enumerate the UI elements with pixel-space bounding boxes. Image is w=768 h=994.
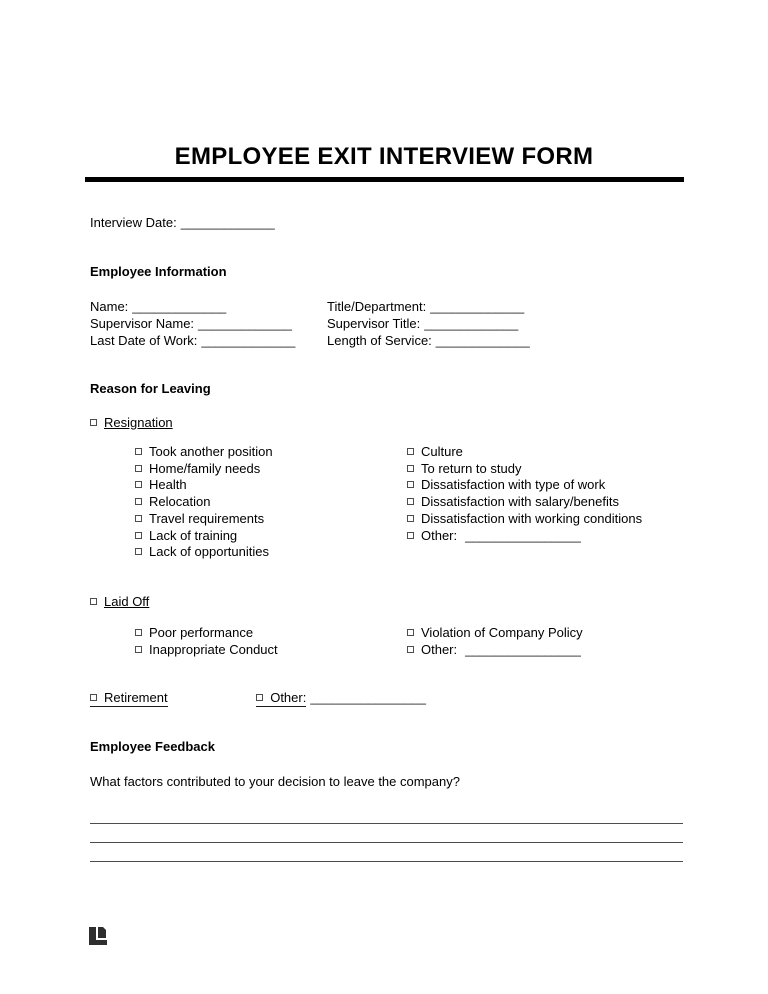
field-name-label: Name:	[90, 299, 129, 314]
laid-off-options-left	[135, 625, 407, 658]
laid-off-checkbox[interactable]	[90, 598, 97, 605]
resignation-options	[90, 444, 683, 561]
list-item	[407, 642, 683, 659]
field-length-of-service	[327, 332, 683, 349]
reason-for-leaving-heading: Reason for Leaving	[90, 381, 211, 396]
page-title: EMPLOYEE EXIT INTERVIEW FORM	[174, 143, 594, 170]
resignation-row	[90, 415, 683, 431]
checkbox-item-label: Poor performance	[149, 624, 254, 640]
employee-information-heading: Employee Information	[90, 264, 227, 279]
interview-date-blank[interactable]: _____________	[180, 215, 275, 230]
laid-off-row	[90, 594, 683, 610]
checkbox-icon[interactable]	[135, 465, 142, 472]
list-item	[135, 642, 407, 659]
field-title-department-label: Title/Department:	[327, 299, 427, 314]
list-item	[135, 625, 407, 642]
other-checkbox[interactable]	[256, 694, 263, 701]
list-item	[407, 477, 683, 494]
laid-off-options	[90, 625, 683, 658]
employee-feedback-heading: Employee Feedback	[90, 739, 215, 755]
resignation-label: Resignation	[104, 415, 173, 430]
field-last-date-of-work-blank[interactable]: _____________	[201, 333, 296, 348]
retirement-label: Retirement	[104, 690, 168, 706]
checkbox-item-label: Health	[149, 477, 187, 493]
field-supervisor-name	[90, 315, 327, 332]
resignation-options-left	[135, 444, 407, 561]
list-item	[135, 461, 407, 478]
checkbox-icon[interactable]	[407, 532, 414, 539]
field-supervisor-title-blank[interactable]: _____________	[424, 316, 519, 331]
retirement-checkbox[interactable]	[90, 694, 97, 701]
checkbox-icon[interactable]	[135, 646, 142, 653]
field-length-of-service-blank[interactable]: _____________	[435, 333, 530, 348]
field-supervisor-name-label: Supervisor Name:	[90, 316, 195, 331]
feedback-question: What factors contributed to your decision to leave the company?	[90, 774, 460, 790]
legaltemplates-logo-icon	[88, 926, 108, 946]
other-option	[256, 690, 306, 707]
other-label: Other:	[270, 690, 307, 706]
field-last-date-of-work-label: Last Date of Work:	[90, 333, 198, 348]
interview-date-row	[90, 215, 683, 231]
feedback-line[interactable]	[90, 805, 683, 824]
checkbox-icon[interactable]	[135, 448, 142, 455]
checkbox-item-label: Travel requirements	[149, 510, 265, 526]
employee-information-grid	[90, 298, 683, 349]
checkbox-icon[interactable]	[135, 498, 142, 505]
list-item	[135, 444, 407, 461]
list-item	[407, 461, 683, 478]
checkbox-item-label: Took another position	[149, 444, 273, 459]
feedback-answer-area	[90, 805, 683, 862]
list-item	[407, 528, 683, 545]
laid-off-options-right	[407, 625, 683, 658]
feedback-line[interactable]	[90, 843, 683, 862]
list-item	[135, 477, 407, 494]
checkbox-icon[interactable]	[407, 646, 414, 653]
resignation-checkbox[interactable]	[90, 419, 97, 426]
checkbox-item-label: To return to study	[421, 460, 522, 476]
checkbox-icon[interactable]	[135, 481, 142, 488]
resignation-other-blank[interactable]: ________________	[465, 527, 581, 543]
title-rule	[85, 177, 684, 182]
checkbox-item-label: Culture	[421, 444, 463, 459]
form-body	[90, 215, 683, 862]
checkbox-icon[interactable]	[407, 629, 414, 636]
checkbox-item-label: Relocation	[149, 494, 211, 510]
field-supervisor-title	[327, 315, 683, 332]
checkbox-item-label: Dissatisfaction with salary/benefits	[421, 494, 619, 510]
list-item	[135, 511, 407, 528]
laid-off-label: Laid Off	[104, 593, 150, 609]
checkbox-item-label: Dissatisfaction with working conditions	[421, 510, 643, 526]
field-title-department	[327, 298, 683, 315]
feedback-line[interactable]	[90, 824, 683, 843]
other-label: Other:	[421, 641, 458, 657]
field-supervisor-title-label: Supervisor Title:	[327, 316, 421, 331]
list-item	[407, 494, 683, 511]
list-item	[135, 544, 407, 561]
checkbox-item-label: Inappropriate Conduct	[149, 641, 278, 657]
field-name	[90, 298, 327, 315]
list-item	[135, 528, 407, 545]
other-label: Other:	[421, 527, 458, 543]
checkbox-icon[interactable]	[407, 465, 414, 472]
checkbox-item-label: Home/family needs	[149, 460, 261, 476]
retirement-other-row	[90, 690, 683, 706]
checkbox-item-label: Violation of Company Policy	[421, 624, 583, 640]
checkbox-icon[interactable]	[135, 532, 142, 539]
retirement-option	[90, 690, 168, 707]
checkbox-icon[interactable]	[407, 481, 414, 488]
list-item	[135, 494, 407, 511]
checkbox-icon[interactable]	[407, 448, 414, 455]
field-supervisor-name-blank[interactable]: _____________	[198, 316, 293, 331]
checkbox-icon[interactable]	[135, 629, 142, 636]
checkbox-item-label: Lack of training	[149, 527, 238, 543]
field-title-department-blank[interactable]: _____________	[430, 299, 525, 314]
laid-off-other-blank[interactable]: ________________	[465, 641, 581, 657]
field-length-of-service-label: Length of Service:	[327, 333, 432, 348]
checkbox-icon[interactable]	[135, 515, 142, 522]
list-item	[407, 511, 683, 528]
field-last-date-of-work	[90, 332, 327, 349]
resignation-options-right	[407, 444, 683, 561]
checkbox-item-label: Dissatisfaction with type of work	[421, 477, 606, 493]
field-name-blank[interactable]: _____________	[132, 299, 227, 314]
list-item	[407, 444, 683, 461]
checkbox-icon[interactable]	[407, 498, 414, 505]
checkbox-icon[interactable]	[407, 515, 414, 522]
list-item	[407, 625, 683, 642]
main-other-blank[interactable]: ________________	[310, 690, 427, 706]
checkbox-item-label: Lack of opportunities	[149, 544, 269, 560]
checkbox-icon[interactable]	[135, 548, 142, 555]
interview-date-label: Interview Date:	[90, 215, 177, 230]
